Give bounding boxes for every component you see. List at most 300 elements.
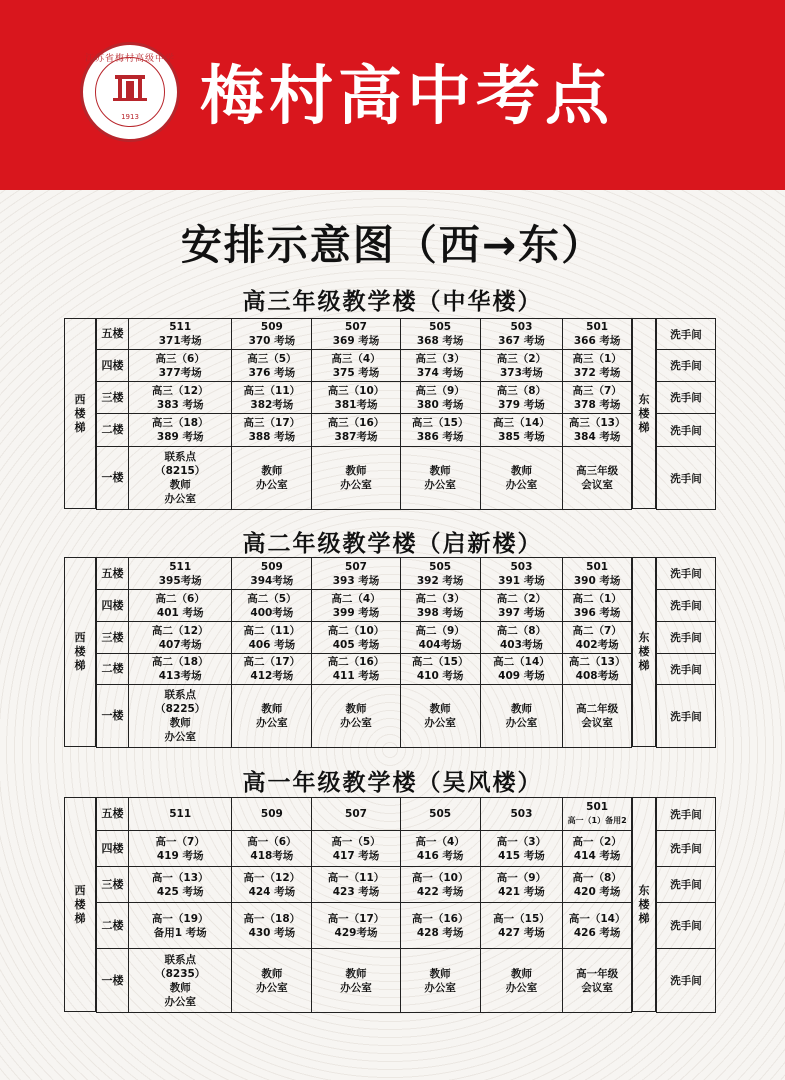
room-line: 高三（2） <box>496 352 547 365</box>
room-cell <box>563 685 632 748</box>
floor-row <box>97 867 632 903</box>
floor-label-text: 二楼 <box>101 918 124 932</box>
room-line: 办公室 <box>424 981 456 994</box>
room-line: 办公室 <box>256 479 288 491</box>
washroom-column <box>656 797 716 1013</box>
room-line: 高三（6） <box>155 352 205 365</box>
room-cell <box>563 867 632 903</box>
room-line: 427 考场 <box>498 926 545 939</box>
room-cell <box>400 831 480 867</box>
room-line: 教师 <box>345 967 367 980</box>
room-line: 高二（13） <box>568 656 626 668</box>
room-cell <box>563 622 632 654</box>
room-line: 402考场 <box>575 638 619 651</box>
room-line: 办公室 <box>340 479 372 491</box>
floor-label <box>97 319 129 350</box>
logo-text: 江苏省梅村高级中学 <box>84 54 175 64</box>
room-cell <box>563 590 632 622</box>
room-line: 401 考场 <box>156 606 204 619</box>
room-line: 高一（19） <box>151 912 209 925</box>
building-block <box>64 318 716 509</box>
room-line: 407考场 <box>158 638 202 651</box>
room-line: 高二（12） <box>151 624 209 637</box>
room-cell <box>563 382 632 414</box>
room-cell <box>232 949 312 1013</box>
room-cell <box>480 831 563 867</box>
room-line: 高三（1） <box>572 352 622 365</box>
room-line: 办公室 <box>164 995 196 1008</box>
west-staircase-label: 西楼梯 <box>74 631 86 672</box>
room-line: 高一（8） <box>572 871 622 884</box>
room-line: 高三（11） <box>243 384 301 397</box>
room-cell <box>400 798 480 831</box>
room-line: 367 考场 <box>498 335 545 347</box>
floor-label-text: 五楼 <box>101 327 124 340</box>
room-line: 办公室 <box>340 717 372 729</box>
room-cell <box>400 685 480 748</box>
room-line: 429考场 <box>334 926 378 939</box>
room-cell <box>312 319 400 350</box>
room-cell <box>400 903 480 949</box>
gate-icon <box>113 71 147 101</box>
room-cell <box>312 654 400 685</box>
washroom-cell: 洗手间 <box>657 949 716 1013</box>
room-line: 424 考场 <box>248 885 296 898</box>
room-line: 398 考场 <box>416 606 464 619</box>
room-line: 394考场 <box>250 574 294 587</box>
room-cell <box>232 798 312 831</box>
washroom-column <box>656 318 716 510</box>
room-line: 高一（10） <box>411 871 469 884</box>
room-cell <box>232 558 312 590</box>
logo-year: 1913 <box>121 113 139 121</box>
room-line: 教师 <box>261 967 283 980</box>
header-banner <box>0 0 785 190</box>
room-cell <box>129 949 232 1013</box>
washroom-cell: 洗手间 <box>657 558 716 590</box>
room-line: 404考场 <box>418 638 462 651</box>
room-line: 教师 <box>510 967 532 980</box>
room-line: 368 考场 <box>416 335 464 347</box>
room-line: 412考场 <box>250 670 294 682</box>
floor-row <box>97 590 632 622</box>
room-line: 384 考场 <box>573 431 621 443</box>
room-line: 高三（13） <box>568 417 626 429</box>
room-cell <box>480 414 563 447</box>
room-cell <box>129 867 232 903</box>
washroom-cell: 洗手间 <box>657 903 716 949</box>
floor-label-text: 四楼 <box>101 358 124 372</box>
room-line: 教师 <box>429 703 451 715</box>
room-cell <box>129 319 232 350</box>
room-line: 高一年级 <box>576 967 619 980</box>
washroom-column <box>656 557 716 748</box>
room-line: 501 <box>586 321 609 333</box>
room-line: 教师 <box>261 465 283 477</box>
room-cell <box>563 903 632 949</box>
room-line: 高三（3） <box>415 352 465 365</box>
room-line: 376 考场 <box>248 366 296 379</box>
west-staircase-label: 西楼梯 <box>74 392 86 434</box>
room-cell <box>232 414 312 447</box>
room-line: 389 考场 <box>156 431 204 443</box>
room-line: 高二（8） <box>496 624 547 637</box>
east-staircase-label: 东楼梯 <box>638 631 650 672</box>
room-line: 416 考场 <box>416 849 464 862</box>
room-line: 高三（15） <box>411 417 469 429</box>
room-cell <box>563 447 632 510</box>
room-cell <box>129 447 232 510</box>
room-line: 办公室 <box>505 717 538 729</box>
room-line: 会议室 <box>581 479 613 491</box>
room-line: 390 考场 <box>573 574 621 587</box>
banner-title: 梅村高中考点 <box>200 59 614 134</box>
room-line: 425 考场 <box>156 885 204 898</box>
room-line: 办公室 <box>256 981 288 994</box>
building-block <box>64 797 716 1012</box>
room-line: 501 <box>586 801 609 813</box>
room-cell <box>232 350 312 382</box>
floor-label <box>97 558 129 590</box>
floor-label <box>97 903 129 949</box>
room-line: 高三年级 <box>576 465 619 477</box>
room-cell <box>480 350 563 382</box>
room-line: 联系点 <box>164 451 196 463</box>
room-line: 高一（12） <box>243 871 301 884</box>
room-line: 高三（4） <box>331 352 381 365</box>
room-line: 高二（17） <box>243 656 301 668</box>
floor-label-text: 四楼 <box>101 598 124 612</box>
room-line: 423 考场 <box>332 885 380 898</box>
room-line: 375 考场 <box>332 366 380 379</box>
room-line: 高一（7） <box>155 835 205 848</box>
room-line: 教师 <box>429 967 451 980</box>
floor-label-text: 二楼 <box>101 423 124 436</box>
washroom-cell: 洗手间 <box>657 382 716 414</box>
room-line: 高一（13） <box>151 871 209 884</box>
washroom-cell: 洗手间 <box>657 622 716 654</box>
room-line: 高二（9） <box>415 624 465 637</box>
room-cell <box>129 685 232 748</box>
floor-label <box>97 622 129 654</box>
washroom-cell: 洗手间 <box>657 798 716 831</box>
room-line: 415 考场 <box>498 849 545 862</box>
room-line: 403考场 <box>500 638 543 651</box>
room-line: 406 考场 <box>248 638 296 651</box>
room-line: 教师 <box>345 703 367 715</box>
room-line: 505 <box>429 808 452 820</box>
room-cell <box>563 654 632 685</box>
room-line: 高二（6） <box>155 592 205 605</box>
floor-label <box>97 414 129 447</box>
floor-row <box>97 949 632 1013</box>
room-line: 387考场 <box>334 431 378 443</box>
room-line: 高二（16） <box>327 656 385 668</box>
floor-label-text: 三楼 <box>101 390 124 404</box>
room-line: 高二（2） <box>496 592 547 605</box>
floor-row <box>97 319 632 350</box>
room-cell <box>129 622 232 654</box>
room-cell <box>232 685 312 748</box>
room-line: 374 考场 <box>416 366 464 379</box>
east-staircase <box>632 797 656 1012</box>
room-line: 高三（7） <box>572 384 622 397</box>
room-line: 507 <box>345 321 367 333</box>
floor-row <box>97 447 632 510</box>
room-line: 422 考场 <box>416 885 464 898</box>
room-cell <box>480 447 563 510</box>
room-cell <box>232 867 312 903</box>
west-staircase <box>64 797 96 1012</box>
room-line: 503 <box>510 321 533 333</box>
room-line: 505 <box>429 321 452 333</box>
room-cell <box>480 622 563 654</box>
floor-label-text: 四楼 <box>101 841 124 855</box>
room-line: 教师 <box>345 465 367 477</box>
room-cell <box>312 414 400 447</box>
room-cell <box>129 382 232 414</box>
room-cell <box>312 382 400 414</box>
room-cell <box>312 867 400 903</box>
room-line: 高二年级 <box>576 703 619 715</box>
floor-label <box>97 867 129 903</box>
room-line: 382考场 <box>250 398 294 411</box>
room-line: 教师 <box>169 981 191 994</box>
washroom-cell: 洗手间 <box>657 685 716 748</box>
room-line: 高一（3） <box>496 835 547 848</box>
room-line: 381考场 <box>334 398 378 411</box>
room-line: 377考场 <box>158 366 202 379</box>
room-line: 高二（7） <box>572 624 622 637</box>
room-cell <box>232 319 312 350</box>
room-cell <box>480 685 563 748</box>
room-cell <box>312 798 400 831</box>
room-line: 高一（2） <box>572 835 622 848</box>
room-line: 办公室 <box>340 981 372 994</box>
washroom-cell: 洗手间 <box>657 590 716 622</box>
room-line: 369 考场 <box>332 335 380 347</box>
room-line: 509 <box>260 808 283 820</box>
room-line: 高三（8） <box>496 384 547 397</box>
room-cell <box>400 949 480 1013</box>
room-line: 417 考场 <box>332 849 380 862</box>
room-line: 教师 <box>510 703 532 715</box>
floor-row <box>97 350 632 382</box>
room-line: 414 考场 <box>573 849 621 862</box>
east-staircase <box>632 557 656 747</box>
room-cell <box>232 831 312 867</box>
floor-row <box>97 414 632 447</box>
room-line: 教师 <box>261 703 283 715</box>
room-line: 379 考场 <box>498 398 545 411</box>
room-line: 388 考场 <box>248 431 296 443</box>
room-line: 507 <box>345 560 367 573</box>
floor-label <box>97 350 129 382</box>
room-line: 399 考场 <box>332 606 380 619</box>
room-line: 教师 <box>169 717 191 729</box>
floor-label-text: 三楼 <box>101 877 124 891</box>
room-line: 高二（10） <box>327 624 385 637</box>
room-line: 办公室 <box>256 717 288 729</box>
room-line: 428 考场 <box>416 926 464 939</box>
room-line: 高一（6） <box>247 835 297 848</box>
floor-plan-table <box>96 318 632 510</box>
room-cell <box>312 949 400 1013</box>
floor-label <box>97 949 129 1013</box>
room-cell <box>312 903 400 949</box>
floor-label <box>97 685 129 748</box>
room-line: 高三（12） <box>151 384 209 397</box>
floor-row <box>97 622 632 654</box>
room-line: 高二（4） <box>331 592 381 605</box>
room-line: 高三（5） <box>247 352 297 365</box>
room-cell <box>312 590 400 622</box>
room-line: 教师 <box>510 465 532 477</box>
room-cell <box>563 319 632 350</box>
room-cell <box>129 831 232 867</box>
room-line: 392 考场 <box>416 574 464 587</box>
room-cell <box>129 414 232 447</box>
room-line: 高二（18） <box>151 656 209 668</box>
room-line: 501 <box>586 560 609 573</box>
room-cell <box>563 798 632 831</box>
washroom-cell: 洗手间 <box>657 831 716 867</box>
building-title: 高二年级教学楼（启新楼） <box>242 531 543 557</box>
room-line: 高三（16） <box>327 417 385 429</box>
west-staircase <box>64 318 96 509</box>
room-line: 教师 <box>429 465 451 477</box>
room-cell <box>400 867 480 903</box>
room-line: 高二（3） <box>415 592 465 605</box>
room-line: 420 考场 <box>573 885 621 898</box>
room-cell <box>400 350 480 382</box>
floor-label-text: 五楼 <box>101 566 124 580</box>
east-staircase <box>632 318 656 509</box>
room-line: 413考场 <box>158 670 202 682</box>
room-cell <box>480 382 563 414</box>
east-staircase-label: 东楼梯 <box>638 392 650 434</box>
room-line: 391 考场 <box>498 574 545 587</box>
room-cell <box>312 350 400 382</box>
floor-plan-table <box>96 797 632 1013</box>
room-line: 410 考场 <box>416 670 464 682</box>
washroom-cell: 洗手间 <box>657 319 716 350</box>
floor-label-text: 一楼 <box>101 709 124 722</box>
room-line: 400考场 <box>250 606 294 619</box>
room-line: 409 考场 <box>498 670 545 682</box>
room-line: 383 考场 <box>156 398 204 411</box>
room-line: 411 考场 <box>332 670 380 682</box>
room-line: 505 <box>429 560 452 573</box>
room-cell <box>312 685 400 748</box>
room-line: 高二（5） <box>247 592 297 605</box>
room-line: 393 考场 <box>332 574 380 587</box>
room-line: 385 考场 <box>498 431 545 443</box>
room-line: 386 考场 <box>416 431 464 443</box>
washroom-cell: 洗手间 <box>657 867 716 903</box>
floor-row <box>97 685 632 748</box>
room-line: 396 考场 <box>573 606 621 619</box>
room-line: 办公室 <box>505 981 538 994</box>
room-line: 397 考场 <box>498 606 545 619</box>
floor-row <box>97 382 632 414</box>
room-line: 421 考场 <box>498 885 545 898</box>
floor-label-text: 三楼 <box>101 630 124 644</box>
room-cell <box>400 382 480 414</box>
room-line: 联系点 <box>164 689 196 701</box>
room-line: （8235） <box>155 967 206 980</box>
room-line: 511 <box>169 321 192 333</box>
west-staircase <box>64 557 96 747</box>
floor-plan-table <box>96 557 632 748</box>
room-line: 高三（17） <box>243 417 301 429</box>
floor-label <box>97 447 129 510</box>
room-line: 高三（14） <box>493 417 550 429</box>
room-line: 503 <box>510 560 533 573</box>
room-cell <box>563 350 632 382</box>
room-cell <box>129 590 232 622</box>
floor-row <box>97 798 632 831</box>
room-line: 办公室 <box>164 731 196 743</box>
room-line: 405 考场 <box>332 638 380 651</box>
room-line: 373考场 <box>500 366 543 379</box>
room-cell <box>480 903 563 949</box>
room-line: （8215） <box>155 465 206 477</box>
floor-label-text: 一楼 <box>101 471 124 484</box>
room-cell <box>232 590 312 622</box>
floor-label-text: 一楼 <box>101 973 124 987</box>
floor-row <box>97 654 632 685</box>
room-cell <box>400 319 480 350</box>
room-line: 办公室 <box>424 479 456 491</box>
room-cell <box>129 350 232 382</box>
washroom-cell: 洗手间 <box>657 447 716 510</box>
room-line: 372 考场 <box>573 366 621 379</box>
room-line: 高一（17） <box>327 912 385 925</box>
room-line: 高一（15） <box>493 912 550 925</box>
washroom-cell: 洗手间 <box>657 414 716 447</box>
room-line: 395考场 <box>158 574 202 587</box>
room-line: 高三（18） <box>151 417 209 429</box>
room-line: 办公室 <box>424 717 456 729</box>
room-cell <box>480 798 563 831</box>
room-line: 会议室 <box>581 717 613 729</box>
room-cell <box>563 949 632 1013</box>
room-line: 426 考场 <box>573 926 621 939</box>
room-cell <box>312 447 400 510</box>
room-line: 419 考场 <box>156 849 204 862</box>
room-line: 503 <box>510 808 533 820</box>
room-line: 高三（9） <box>415 384 465 397</box>
room-line: 教师 <box>169 479 191 491</box>
room-cell <box>563 831 632 867</box>
room-cell <box>400 590 480 622</box>
room-line: 418考场 <box>250 849 294 862</box>
room-cell <box>400 622 480 654</box>
room-line: 371考场 <box>158 335 202 347</box>
room-line: 高一（1）备用2 <box>567 816 627 825</box>
floor-row <box>97 903 632 949</box>
room-cell <box>129 903 232 949</box>
room-cell <box>129 798 232 831</box>
building-block <box>64 557 716 747</box>
room-line: 380 考场 <box>416 398 464 411</box>
floor-label <box>97 798 129 831</box>
room-line: 430 考场 <box>248 926 296 939</box>
washroom-cell: 洗手间 <box>657 350 716 382</box>
room-cell <box>232 903 312 949</box>
room-line: 370 考场 <box>248 335 296 347</box>
